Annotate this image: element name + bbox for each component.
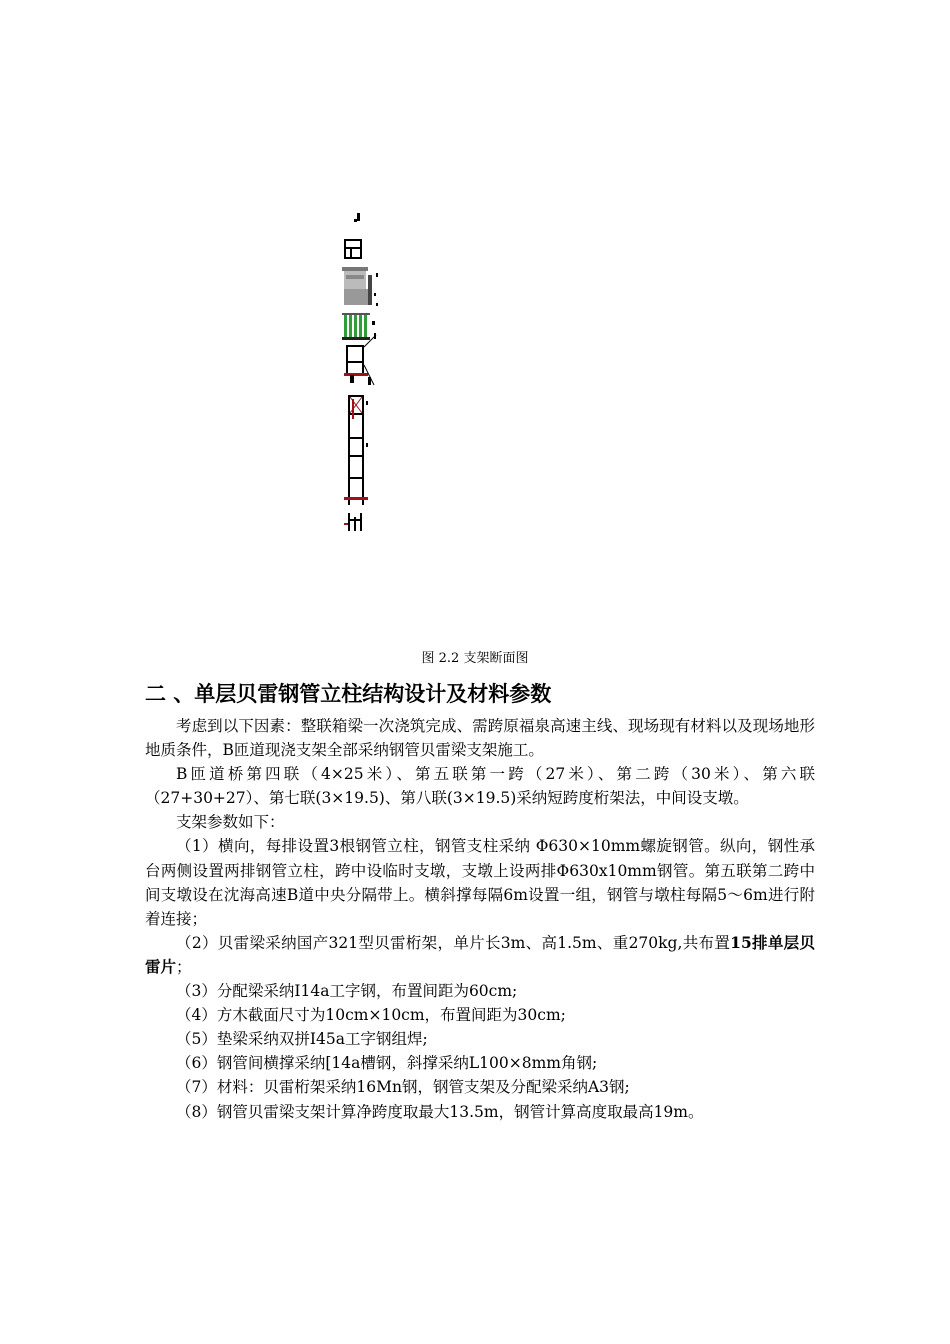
list-item: （7）材料：贝雷桁架采纳16Mn钢，钢管支架及分配梁采纳A3钢;: [176, 1078, 630, 1097]
list-item: （1）横向，每排设置3根钢管立柱，钢管支柱采纳 Φ630×10mm螺旋钢管。纵向，钢性承台两侧设置两排钢管立柱，跨中设临时支墩，支墩上设两排Φ630x10mm钢管。第五联第二跨中间支墩设在沈海高速B道中央分隔带上。横斜撑每隔6m设置一组，钢管与墩柱每隔5～6m进行附着连接；: [145, 837, 815, 928]
list-item: （4）方木截面尺寸为10cm×10cm，布置间距为30cm;: [176, 1006, 566, 1025]
list-item: [145, 931, 815, 979]
list-item: （3）分配梁采纳I14a工字钢，布置间距为60cm;: [176, 982, 518, 1001]
section-title: 二 、单层贝雷钢管立柱结构设计及材料参数: [145, 681, 552, 706]
list-item: （8）钢管贝雷梁支架计算净跨度取最大13.5m，钢管计算高度取最高19m。: [176, 1102, 704, 1121]
paragraph-spans: B匝道桥第四联（4×25米）、第五联第一跨（27米）、第二跨（30米）、第六联（27+30+27）、第七联(3×19.5)、第八联(3×19.5)采纳短跨度桁架法，中间设支墩。: [145, 765, 815, 808]
body-text: [145, 714, 815, 1124]
list-item: （5）垫梁采纳双拼I45a工字钢组焊;: [176, 1030, 428, 1049]
item-2-bold: 15排单层贝雷片: [145, 932, 815, 976]
paragraph-params-intro: 支架参数如下：: [176, 813, 285, 832]
item-2-end: ；: [176, 957, 192, 976]
figure-caption: 图 2.2 支架断面图: [421, 651, 529, 666]
paragraph-factors: 考虑到以下因素：整联箱梁一次浇筑完成、需跨原福泉高速主线、现场现有材料以及现场地形地质条件，B匝道现浇支架全部采纳钢管贝雷梁支架施工。: [145, 717, 815, 760]
bracket-section-drawing-svg: [330, 205, 390, 540]
bracket-section-drawing: [330, 205, 390, 540]
item-2-text: （2）贝雷梁采纳国产321型贝雷桁架，单片长3m、高1.5m、重270kg,共布置: [176, 933, 731, 952]
list-item: （6）钢管间横撑采纳[14a槽钢，斜撑采纳L100×8mm角钢;: [176, 1054, 598, 1073]
